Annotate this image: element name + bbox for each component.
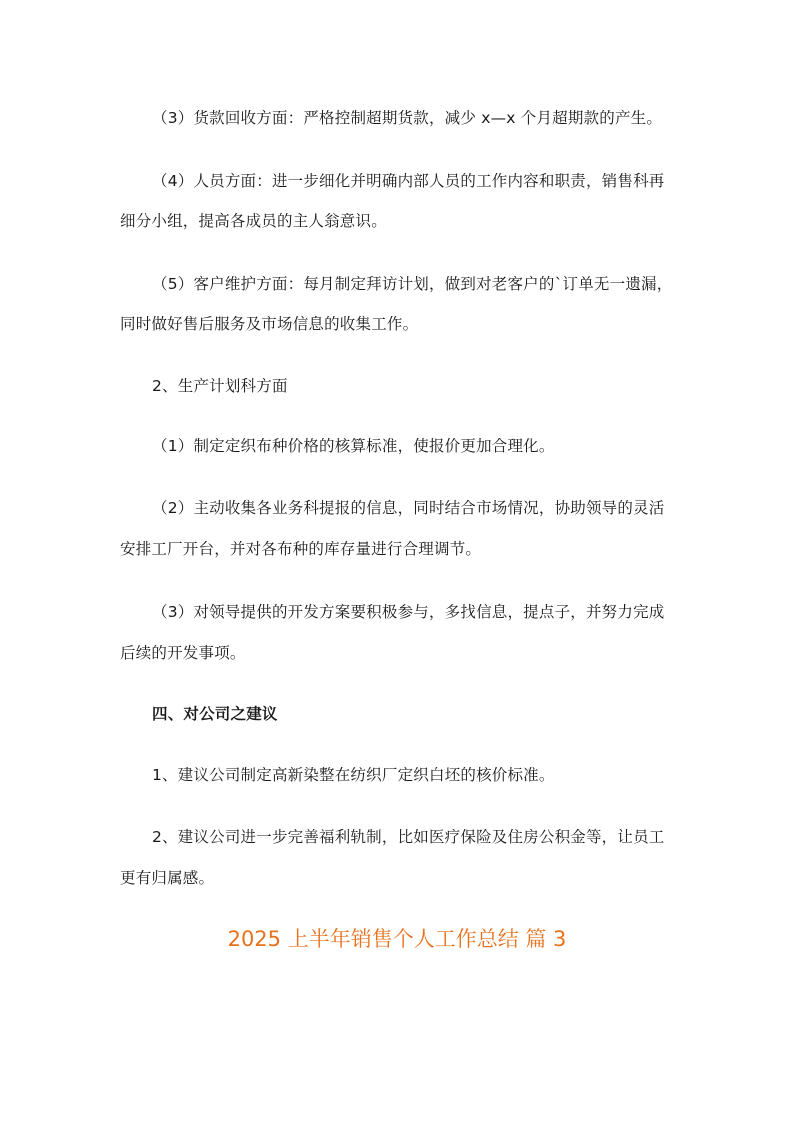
paragraph-client-line-1: （5）客户维护方面：每月制定拜访计划，做到对老客户的`订单无一遗漏， — [152, 275, 673, 293]
paragraph-staff-line-2: 细分小组，提高各成员的主人翁意识。 — [120, 212, 387, 230]
paragraph-loan-collection: （3）货款回收方面：严格控制超期货款，减少 x—x 个月超期款的产生。 — [152, 109, 663, 127]
section-title-suggestions: 四、对公司之建议 — [152, 705, 278, 723]
paragraph-development-line-1: （3）对领导提供的开发方案要积极参与，多找信息，提点子，并努力完成 — [152, 603, 665, 621]
paragraph-suggestion-1: 1、建议公司制定高新染整在纺织厂定织白坯的核价标准。 — [152, 766, 555, 784]
paragraph-staff-line-1: （4）人员方面：进一步细化并明确内部人员的工作内容和职责，销售科再 — [152, 172, 665, 190]
paragraph-client-line-2: 同时做好售后服务及市场信息的收集工作。 — [120, 315, 419, 333]
paragraph-suggestion-2-line-2: 更有归属感。 — [120, 869, 215, 887]
paragraph-development-line-2: 后续的开发事项。 — [120, 644, 246, 662]
section-title-production-planning: 2、生产计划科方面 — [152, 377, 288, 395]
paragraph-info-collection-line-2: 安排工厂开台，并对各布种的库存量进行合理调节。 — [120, 540, 482, 558]
next-article-heading: 2025 上半年销售个人工作总结 篇 3 — [227, 927, 567, 951]
paragraph-suggestion-2-line-1: 2、建议公司进一步完善福利轨制，比如医疗保险及住房公积金等，让员工 — [152, 828, 665, 846]
paragraph-info-collection-line-1: （2）主动收集各业务科提报的信息，同时结合市场情况，协助领导的灵活 — [152, 499, 665, 517]
paragraph-pricing-standard: （1）制定定织布种价格的核算标准，使报价更加合理化。 — [152, 437, 555, 455]
